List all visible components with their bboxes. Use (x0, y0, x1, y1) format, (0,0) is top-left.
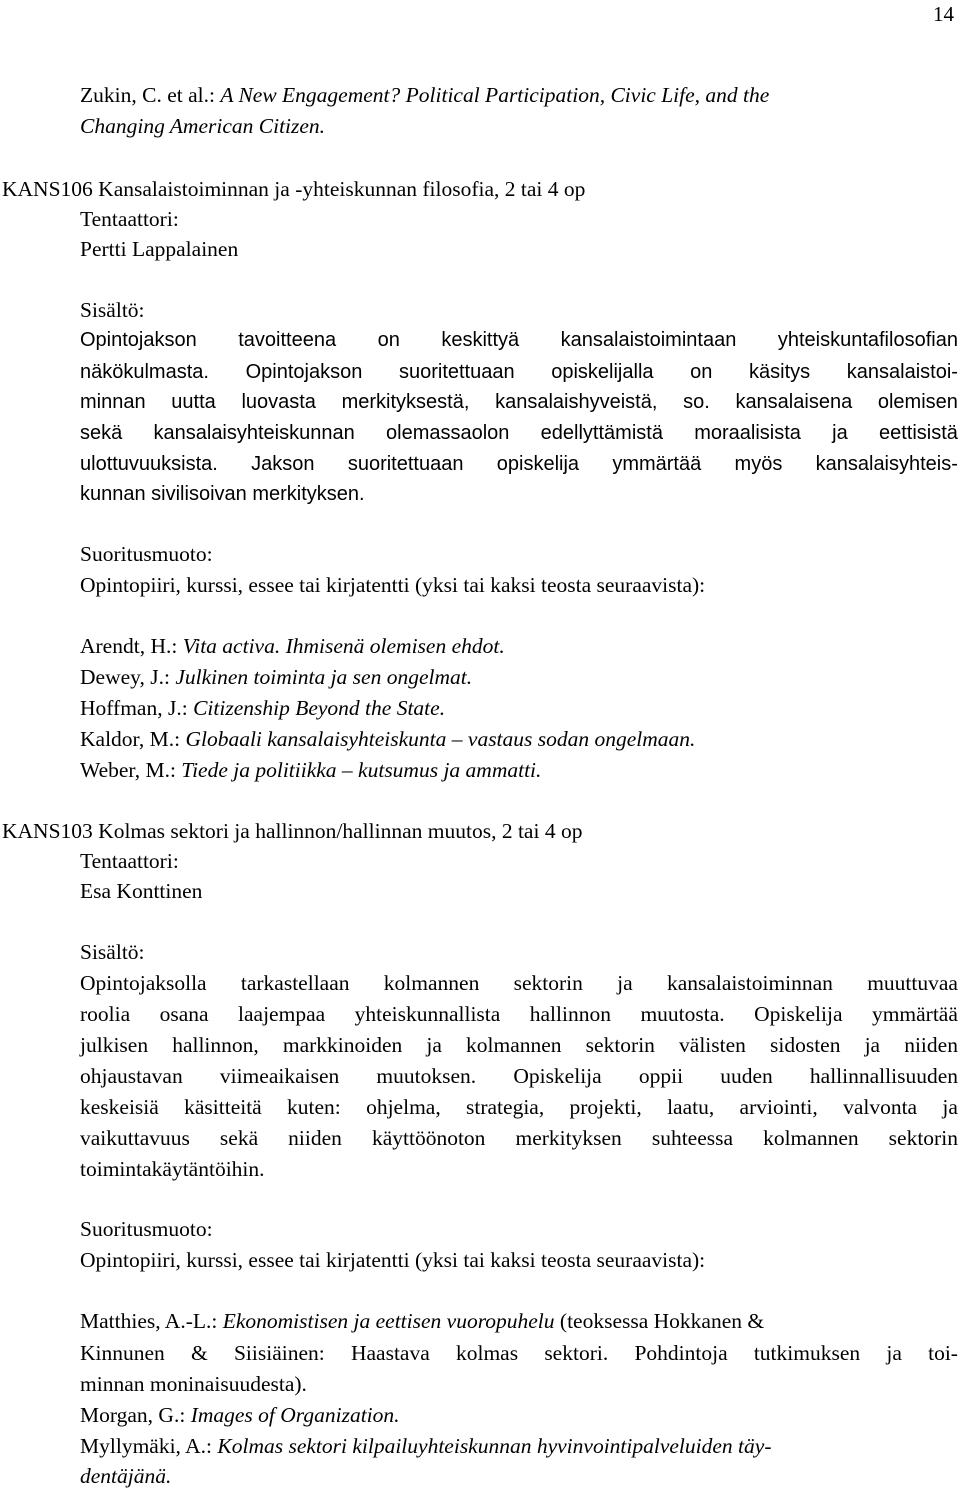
book-item (80, 662, 472, 692)
book-item (80, 693, 445, 723)
reference-title-cont: Changing American Citizen. (80, 114, 326, 138)
book-title: Citizenship Beyond the State. (193, 696, 446, 720)
book-author: Hoffman, J.: (80, 696, 194, 720)
book-title: Tiede ja politiikka – kutsumus ja ammatti. (181, 758, 542, 782)
content-line: keskeisiä käsitteitä kuten: ohjelma, strategia, projekti, laatu, arviointi, valvonta ja (80, 1095, 958, 1119)
content-line: minnan uutta luovasta merkityksestä, kansalaishyveistä, so. kansalaisena olemisen (80, 391, 958, 413)
content-line: Opintojaksolla tarkastellaan kolmannen sektorin ja kansalaistoiminnan muuttuvaa (80, 971, 958, 995)
course-heading: KANS106 Kansalaistoiminnan ja -yhteiskunnan filosofia, 2 tai 4 op (2, 177, 586, 201)
content-line: ulottuvuuksista. Jakson suoritettuaan opiskelija ymmärtää myös kansalaisyhteis- (80, 453, 958, 475)
prev-reference-line2 (80, 111, 325, 141)
method-text: Opintopiiri, kurssi, essee tai kirjatentti (yksi tai kaksi teosta seuraavista): (80, 573, 706, 597)
examiner-name: Pertti Lappalainen (80, 237, 239, 261)
page-number: 14 (933, 2, 954, 26)
book-title: Vita activa. Ihmisenä olemisen ehdot. (182, 634, 505, 658)
book-author: Matthies, A.-L.: (80, 1309, 223, 1333)
book-title: Images of Organization. (190, 1403, 400, 1427)
content-line: sekä kansalaisyhteiskunnan olemassaolon edellyttämistä moraalisista ja eettisistä (80, 422, 958, 444)
content-line: ohjaustavan viimeaikaisen muutoksen. Opiskelija oppii uuden hallinnallisuuden (80, 1064, 958, 1088)
content-line: kunnan sivilisoivan merkityksen. (80, 483, 365, 505)
reference-author: Zukin, C. et al.: (80, 83, 221, 107)
book-item-cont (80, 1461, 171, 1491)
book-title: Globaali kansalaisyhteiskunta – vastaus sodan ongelmaan. (185, 727, 696, 751)
book-author: Myllymäki, A.: (80, 1434, 218, 1458)
book-title: Julkinen toiminta ja sen ongelmat. (175, 665, 473, 689)
book-item (80, 724, 695, 754)
course-heading: KANS103 Kolmas sektori ja hallinnon/hallinnan muutos, 2 tai 4 op (2, 819, 583, 843)
content-line: toimintakäytäntöihin. (80, 1157, 265, 1181)
content-line: vaikuttavuus sekä niiden käyttöönoton merkityksen suhteessa kolmannen sektorin (80, 1126, 958, 1150)
method-label: Suoritusmuoto: (80, 542, 213, 566)
examiner-label: Tentaattori: (80, 207, 179, 231)
content-label: Sisältö: (80, 298, 145, 322)
book-title: Kolmas sektori kilpailuyhteiskunnan hyvinvointipalveluiden täy- (217, 1434, 772, 1458)
reference-title: A New Engagement? Political Participation, Civic Life, and the (220, 83, 770, 107)
book-note: (teoksessa Hokkanen & (554, 1309, 765, 1333)
content-line: Opintojakson tavoitteena on keskittyä kansalaistoimintaan yhteiskuntafilosofian (80, 329, 958, 351)
book-item (80, 755, 541, 785)
book-item (80, 631, 505, 661)
examiner-label: Tentaattori: (80, 849, 179, 873)
book-author: Weber, M.: (80, 758, 182, 782)
book-item-cont: minnan moninaisuudesta). (80, 1372, 307, 1396)
content-line: roolia osana laajempaa yhteiskunnallista hallinnon muutosta. Opiskelija ymmärtää (80, 1002, 958, 1026)
method-text: Opintopiiri, kurssi, essee tai kirjatentti (yksi tai kaksi teosta seuraavista): (80, 1248, 706, 1272)
book-item (80, 1306, 764, 1336)
book-author: Dewey, J.: (80, 665, 176, 689)
book-item (80, 1400, 400, 1430)
examiner-name: Esa Konttinen (80, 879, 203, 903)
book-item-cont: Kinnunen & Siisiäinen: Haastava kolmas sektori. Pohdintoja tutkimuksen ja toi- (80, 1341, 958, 1365)
prev-reference-line1 (80, 80, 769, 110)
book-author: Kaldor, M.: (80, 727, 186, 751)
book-author: Arendt, H.: (80, 634, 183, 658)
method-label: Suoritusmuoto: (80, 1217, 213, 1241)
content-line: julkisen hallinnon, markkinoiden ja kolmannen sektorin välisten sidosten ja niiden (80, 1033, 958, 1057)
content-label: Sisältö: (80, 940, 145, 964)
book-title: Ekonomistisen ja eettisen vuoropuhelu (222, 1309, 555, 1333)
book-title-cont: dentäjänä. (80, 1464, 172, 1488)
book-item (80, 1431, 771, 1461)
content-line: näkökulmasta. Opintojakson suoritettuaan opiskelijalla on käsitys kansalaistoi- (80, 361, 958, 383)
book-author: Morgan, G.: (80, 1403, 191, 1427)
